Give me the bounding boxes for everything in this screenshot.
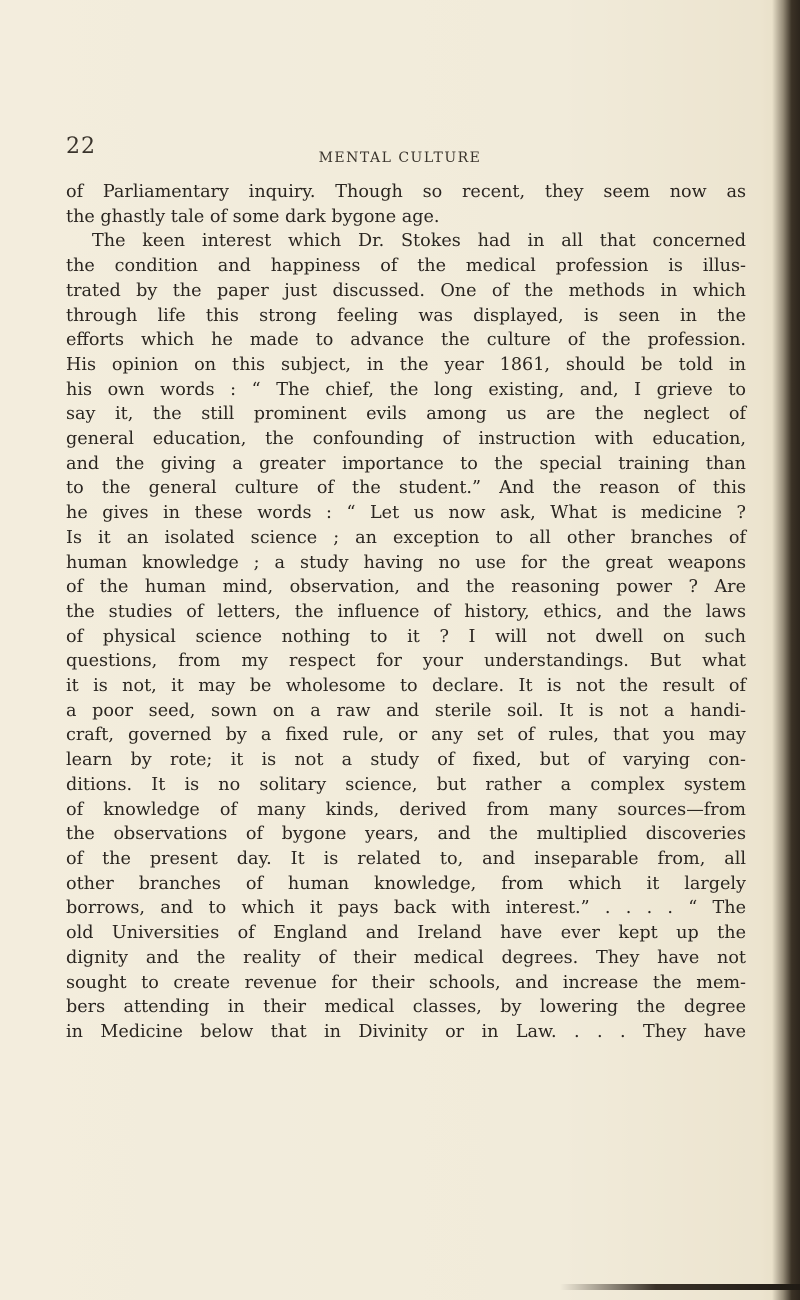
text-line: bers attending in their medical classes, by lowering the degree <box>66 997 746 1018</box>
text-line: the condition and happiness of the medical profession is illus- <box>66 256 746 277</box>
text-line: of physical science nothing to it ? I will not dwell on such <box>66 626 746 647</box>
text-line: craft, governed by a fixed rule, or any set of rules, that you may <box>66 725 746 746</box>
text-line: The keen interest which Dr. Stokes had in all that concerned <box>92 231 746 252</box>
text-line: it is not, it may be wholesome to declare. It is not the result of <box>66 676 746 697</box>
body-text <box>66 180 746 1045</box>
text-line: borrows, and to which it pays back with interest.” . . . . “ The <box>66 898 746 919</box>
page-number: 22 <box>66 134 96 159</box>
text-line: Is it an isolated science ; an exception to all other branches of <box>66 527 746 548</box>
text-line: learn by rote; it is not a study of fixed, but of varying con- <box>66 750 746 771</box>
text-line: of Parliamentary inquiry. Though so recent, they seem now as <box>66 182 746 202</box>
text-line: a poor seed, sown on a raw and sterile soil. It is not a handi- <box>66 700 746 721</box>
running-head: MENTAL CULTURE <box>318 150 482 166</box>
text-line: dignity and the reality of their medical degrees. They have not <box>66 947 746 968</box>
text-line: he gives in these words : “ Let us now ask, What is medicine ? <box>66 503 746 524</box>
text-line: trated by the paper just discussed. One of the methods in which <box>66 280 746 301</box>
text-line: to the general culture of the student.” And the reason of this <box>66 478 746 499</box>
text-line: sought to create revenue for their schools, and increase the mem- <box>66 972 746 993</box>
text-line: old Universities of England and Ireland have ever kept up the <box>66 923 746 944</box>
text-line: say it, the still prominent evils among us are the neglect of <box>66 404 746 425</box>
text-line: the studies of letters, the influence of history, ethics, and the laws <box>66 601 746 622</box>
text-line: efforts which he made to advance the culture of the profession. <box>66 330 746 351</box>
text-line: his own words : “ The chief, the long existing, and, I grieve to <box>66 379 746 400</box>
text-line: ditions. It is no solitary science, but rather a complex system <box>66 774 746 795</box>
text-line: His opinion on this subject, in the year 1861, should be told in <box>66 354 746 375</box>
text-line: and the giving a greater importance to the special training than <box>66 453 746 474</box>
text-line: of the human mind, observation, and the reasoning power ? Are <box>66 577 746 598</box>
text-line: of the present day. It is related to, and inseparable from, all <box>66 848 746 869</box>
page-edge-shadow <box>772 0 800 1300</box>
text-line: the ghastly tale of some dark bygone age. <box>66 206 440 227</box>
text-line: questions, from my respect for your understandings. But what <box>66 651 746 672</box>
page-bottom-edge <box>560 1284 800 1290</box>
text-line: in Medicine below that in Divinity or in Law. . . . They have <box>66 1021 746 1042</box>
text-line: of knowledge of many kinds, derived from many sources—from <box>66 799 746 820</box>
text-line: general education, the confounding of instruction with education, <box>66 429 746 450</box>
text-line: human knowledge ; a study having no use for the great weapons <box>66 552 746 573</box>
text-line: through life this strong feeling was displayed, is seen in the <box>66 305 746 326</box>
text-line: other branches of human knowledge, from which it largely <box>66 873 746 894</box>
text-line: the observations of bygone years, and the multiplied discoveries <box>66 824 746 845</box>
